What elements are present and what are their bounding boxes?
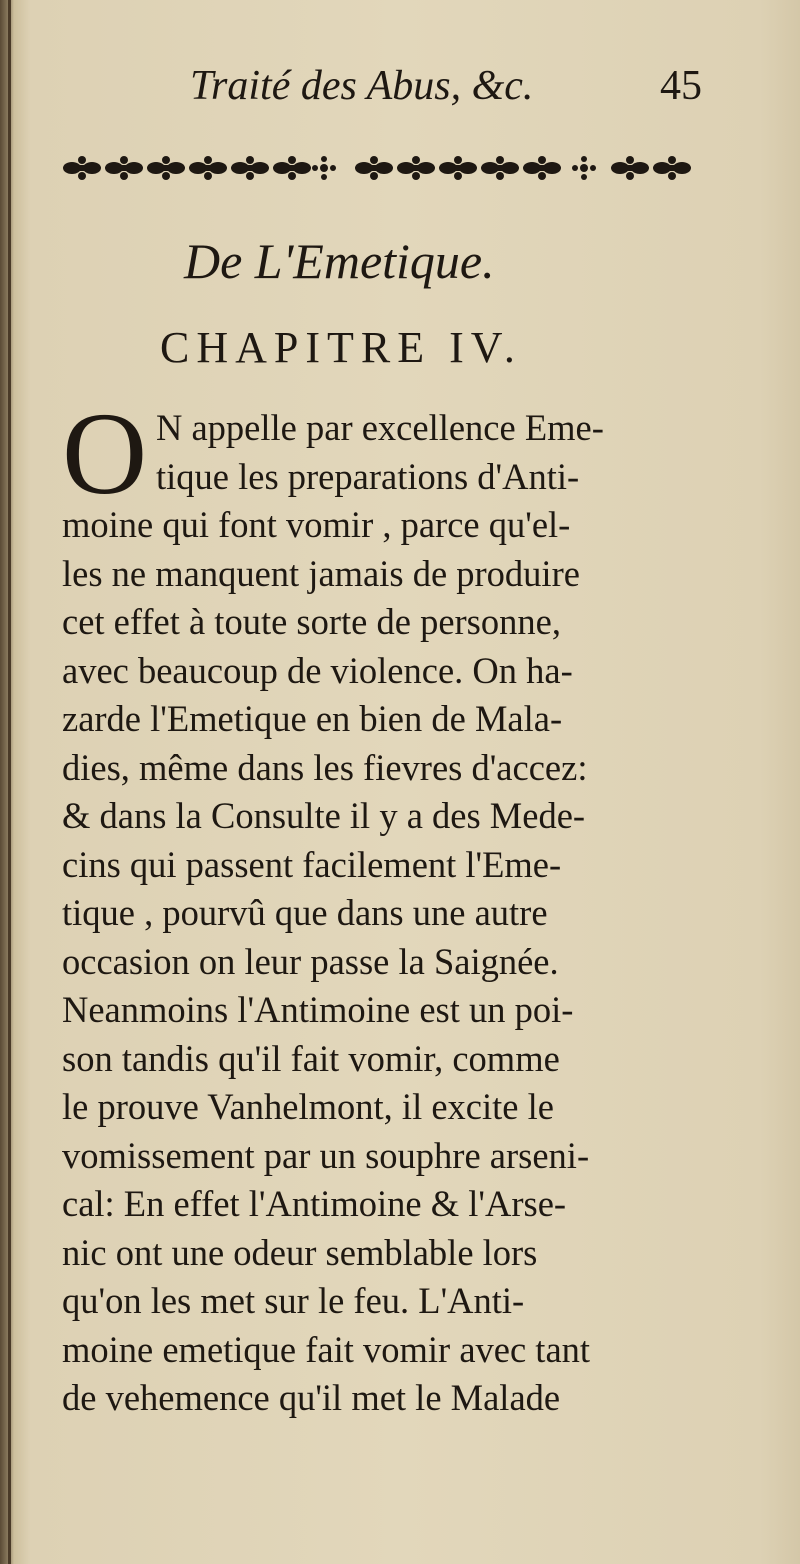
text-line: qu'on les met sur le feu. L'Anti- (62, 1280, 525, 1321)
page-header (190, 62, 720, 122)
text-line: zarde l'Emetique en bien de Mala- (62, 698, 563, 739)
section-title: De L'Emetique. (184, 233, 495, 289)
text-line: moine qui font vomir , parce qu'el- (62, 504, 571, 545)
text-line: tique , pourvû que dans une autre (62, 892, 548, 933)
text-line: Neanmoins l'Antimoine est un poi- (62, 989, 574, 1030)
text-line: cal: En effet l'Antimoine & l'Arse- (62, 1183, 567, 1224)
text-line: occasion on leur passe la Saignée. (62, 940, 559, 982)
text-line: dies, même dans les fievres d'accez: (62, 746, 588, 788)
body-text (62, 388, 722, 1423)
text-line: avec beaucoup de violence. On ha- (62, 649, 573, 691)
drop-cap: O (62, 388, 148, 519)
fleuron-band-ornament (62, 148, 694, 188)
text-line: de vehemence qu'il met le Malade (62, 1377, 561, 1418)
text-line: son tandis qu'il fait vomir, comme (62, 1037, 560, 1079)
text-line: les ne manquent jamais de produire (62, 552, 580, 594)
book-gutter (8, 0, 11, 1564)
text-line: tique les preparations d'Anti- (156, 455, 580, 497)
text-line: & dans la Consulte il y a des Mede- (62, 795, 586, 836)
text-line: vomissement par un souphre arseni- (62, 1134, 590, 1176)
text-line: nic ont une odeur semblable lors (62, 1231, 538, 1273)
text-line: cet effet à toute sorte de personne, (62, 601, 561, 642)
text-line: N appelle par excellence Eme- (156, 407, 604, 448)
text-line: cins qui passent facilement l'Eme- (62, 843, 562, 885)
text-line: le prouve Vanhelmont, il excite le (62, 1086, 554, 1127)
running-title: Traité des Abus, &c. (190, 63, 534, 109)
text-line: moine emetique fait vomir avec tant (62, 1328, 591, 1370)
chapter-heading: CHAPITRE IV. (160, 323, 522, 372)
page-number: 45 (660, 63, 702, 109)
